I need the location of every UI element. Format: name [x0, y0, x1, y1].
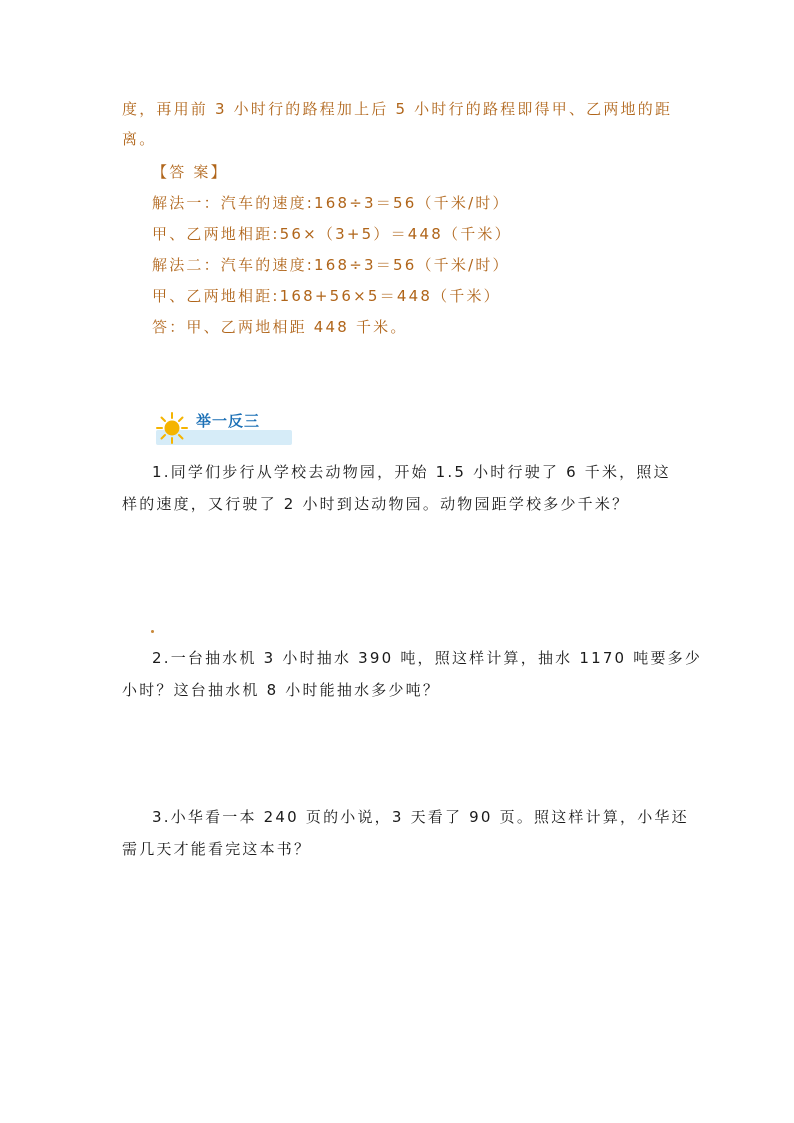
exercise-1-line-2: 样的速度，又行驶了 2 小时到达动物园。动物园距学校多少千米？ [122, 495, 630, 513]
section-title: 举一反三 [196, 412, 261, 430]
method1-distance: 甲、乙两地相距:56×（3+5）＝448（千米） [152, 225, 512, 243]
exercise-2-line-2: 小时？这台抽水机 8 小时能抽水多少吨？ [122, 681, 441, 699]
exercise-2-line-1: 2.一台抽水机 3 小时抽水 390 吨，照这样计算，抽水 1170 吨要多少 [152, 649, 703, 667]
solution-intro-line-2: 离。 [122, 130, 157, 148]
method2-speed: 解法二：汽车的速度:168÷3＝56（千米/时） [152, 256, 510, 274]
method1-speed: 解法一：汽车的速度:168÷3＝56（千米/时） [152, 194, 510, 212]
final-answer: 答：甲、乙两地相距 448 千米。 [152, 318, 408, 336]
exercise-3-line-1: 3.小华看一本 240 页的小说，3 天看了 90 页。照这样计算，小华还 [152, 808, 689, 826]
exercise-1-line-1: 1.同学们步行从学校去动物园，开始 1.5 小时行驶了 6 千米，照这 [152, 463, 671, 481]
answer-heading: 【答 案】 [152, 163, 228, 181]
exercise-3-line-2: 需几天才能看完这本书？ [122, 840, 312, 858]
solution-intro-line-1: 度，再用前 3 小时行的路程加上后 5 小时行的路程即得甲、乙两地的距 [122, 100, 673, 118]
stray-dot [151, 630, 154, 633]
sun-icon [154, 410, 190, 446]
method2-distance: 甲、乙两地相距:168+56×5＝448（千米） [152, 287, 501, 305]
section-banner [150, 408, 292, 448]
